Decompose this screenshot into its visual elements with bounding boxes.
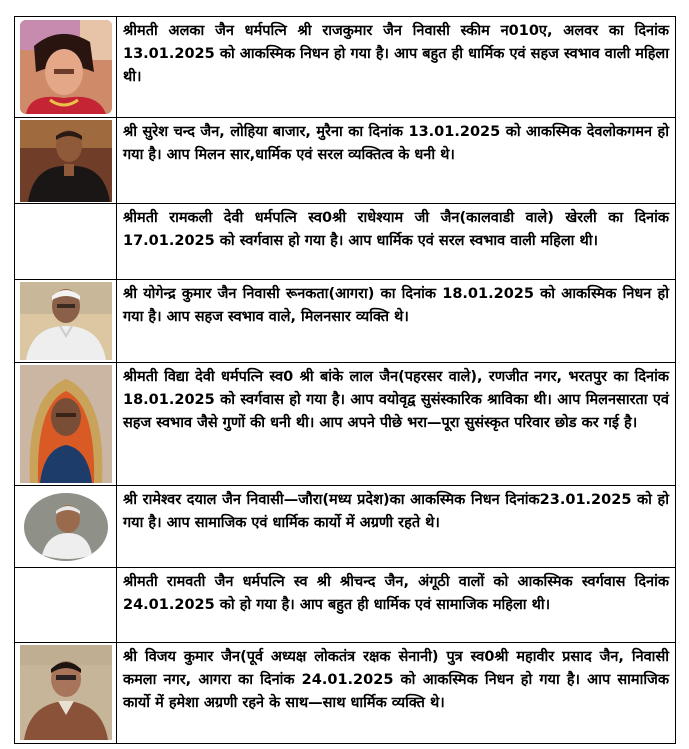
table-row — [15, 118, 676, 204]
obituary-text: श्रीमती अलका जैन धर्मपत्नि श्री राजकुमार जैन निवासी स्कीम न010ए, अलवर का दिनांक 13.01.2025 को आकस्मिक निधन हो गया है। आप बहुत ही धार्मिक एवं सहज स्वभाव वाली महिला थी। — [117, 17, 676, 118]
obituary-text: श्री सुरेश चन्द जैन, लोहिया बाजार, मुरैना का दिनांक 13.01.2025 को आकस्मिक देवलोकगमन हो गया है। आप मिलन सार,धार्मिक एवं सरल व्यक्तित्व के धनी थे। — [117, 118, 676, 204]
obituary-text: श्री योगेन्द्र कुमार जैन निवासी रूनकता(आगरा) का दिनांक 18.01.2025 को आकस्मिक निधन हो गया है। आप सहज स्वभाव वाले, मिलनसार व्यक्ति थे। — [117, 280, 676, 363]
obituary-text: श्री रामेश्वर दयाल जैन निवासी—जौरा(मध्य प्रदेश)का आकस्मिक निधन दिनांक23.01.2025 को हो गया है। आप सामाजिक एवं धार्मिक कार्यो में अग्रणी रहते थे। — [117, 486, 676, 568]
photo-cell — [15, 118, 117, 204]
photo-cell — [15, 204, 117, 280]
portrait-elderly-man — [20, 282, 112, 360]
table-row — [15, 568, 676, 643]
obituary-text: श्रीमती रामकली देवी धर्मपत्नि स्व0श्री राधेश्याम जी जैन(कालवाडी वाले) खेरली का दिनांक 17.01.2025 को स्वर्गवास हो गया है। आप धार्मिक एवं सरल स्वभाव वाली महिला थी। — [117, 204, 676, 280]
obituary-text: श्रीमती विद्या देवी धर्मपत्नि स्व0 श्री बांके लाल जैन(पहरसर वाले), रणजीत नगर, भरतपुर का दिनांक 18.01.2025 को स्वर्गवास हो गया है। आप वयोवृद्व सुसंस्कारिक श्राविका थी। आप मिलनसारता एवं सहज स्वभाव जैसे गुणों की धनी थी। आप अपने पीछे भरा—पूरा सुसंस्कृत परिवार छोड कर गई है। — [117, 363, 676, 486]
table-row — [15, 280, 676, 363]
portrait-man-brown-sweater — [20, 645, 112, 740]
portrait-man-dark-shirt — [20, 120, 112, 202]
photo-cell — [15, 486, 117, 568]
portrait-elderly-woman — [20, 365, 112, 483]
photo-cell — [15, 568, 117, 643]
portrait-woman-colorful — [20, 20, 112, 114]
photo-cell — [15, 643, 117, 744]
obituary-text: श्रीमती रामवती जैन धर्मपत्नि स्व श्री श्रीचन्द जैन, अंगूठी वालों को आकस्मिक स्वर्गवास दिनांक 24.01.2025 को हो गया है। आप बहुत ही धार्मिक एवं सामाजिक महिला थी। — [117, 568, 676, 643]
obituary-text: श्री विजय कुमार जैन(पूर्व अध्यक्ष लोकतंत्र रक्षक सेनानी) पुत्र स्व0श्री महावीर प्रसाद जैन, निवासी कमला नगर, आगरा का दिनांक 24.01.2025 को आकस्मिक निधन हो गया है। आप सामाजिक कार्यो में हमेशा अग्रणी रहने के साथ—साथ धार्मिक व्यक्ति थे। — [117, 643, 676, 744]
photo-cell — [15, 280, 117, 363]
table-row — [15, 17, 676, 118]
photo-cell — [15, 17, 117, 118]
table-row — [15, 204, 676, 280]
portrait-oval-man — [20, 489, 112, 565]
table-row — [15, 486, 676, 568]
photo-cell — [15, 363, 117, 486]
obituary-table — [14, 16, 676, 744]
table-row — [15, 643, 676, 744]
table-row — [15, 363, 676, 486]
